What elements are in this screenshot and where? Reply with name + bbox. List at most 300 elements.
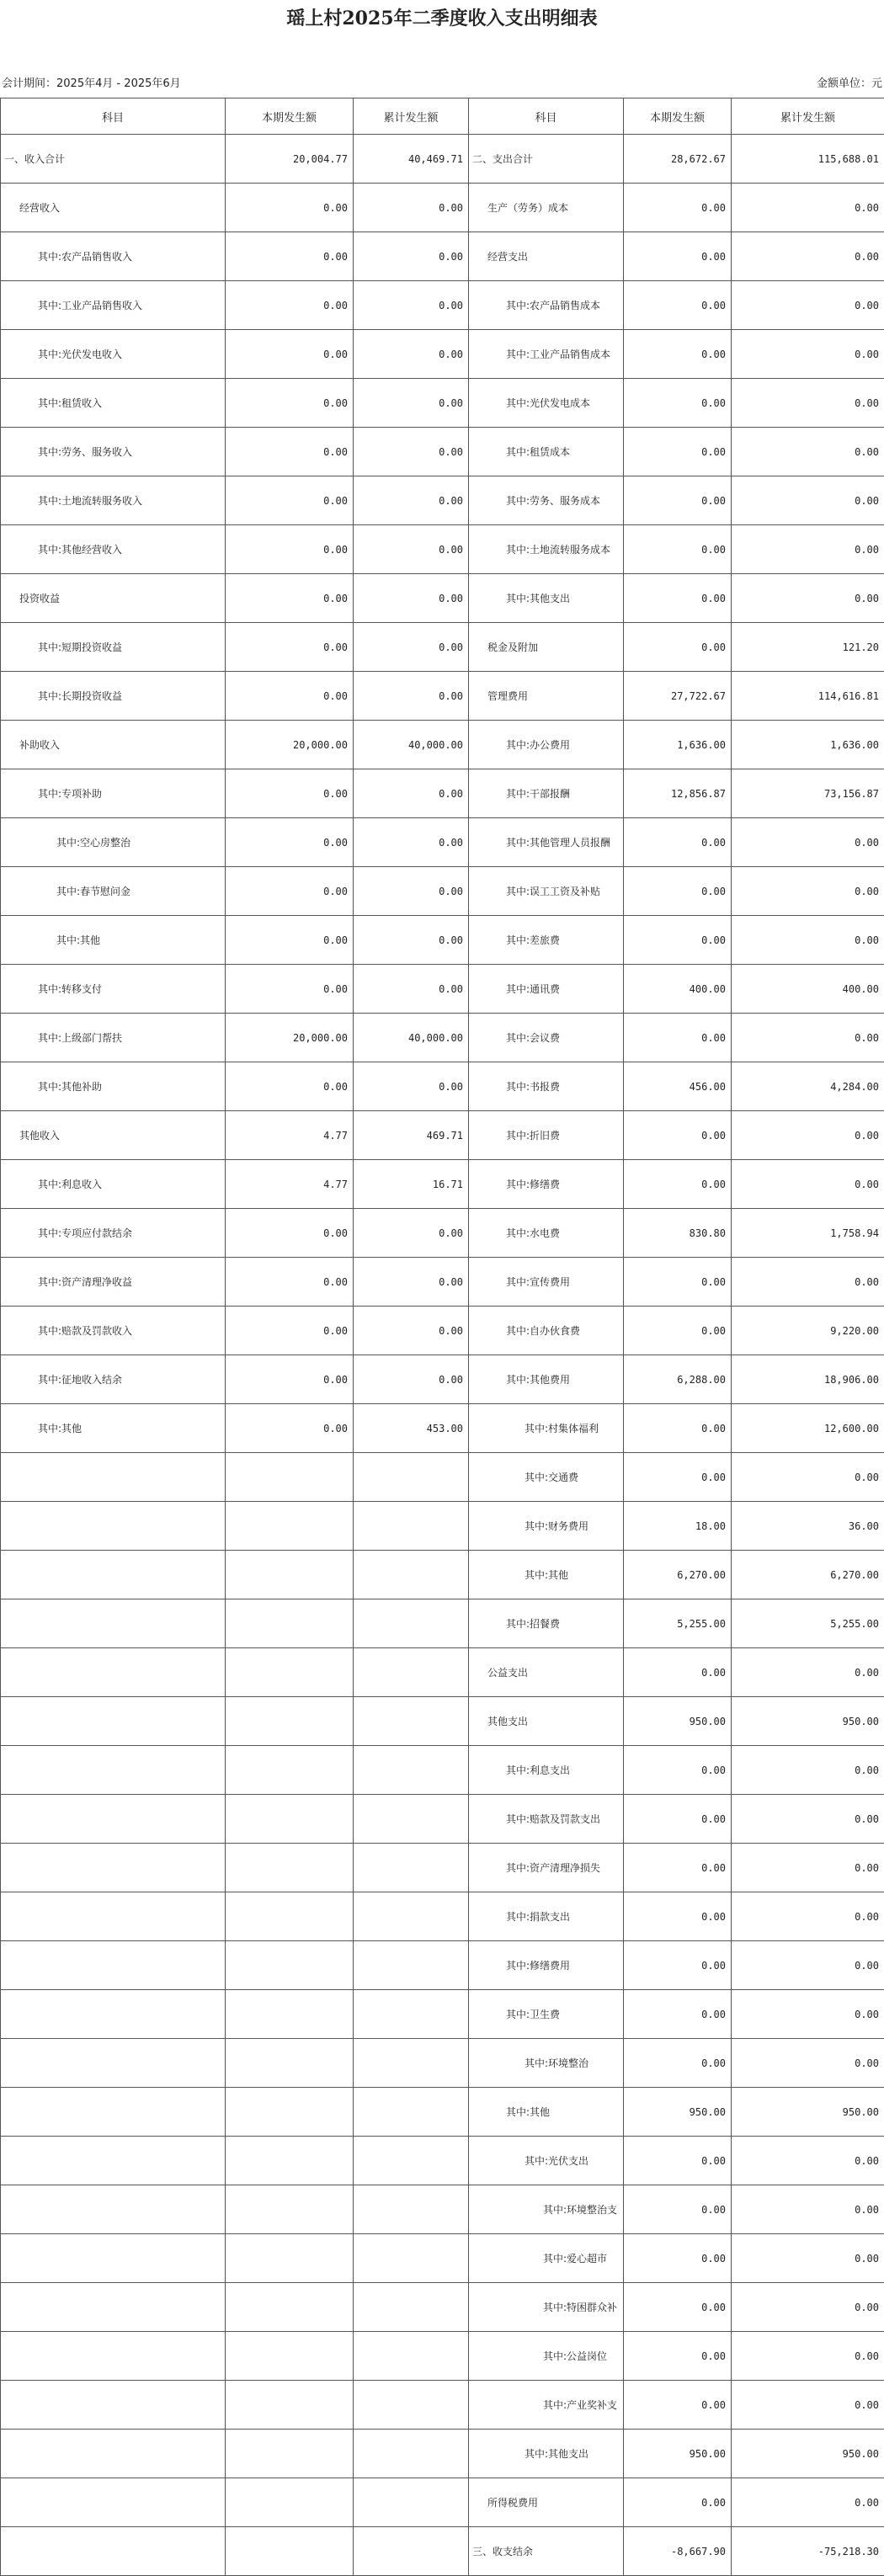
income-current-amount: 4.77: [226, 1160, 354, 1209]
income-current-amount: 0.00: [226, 1062, 354, 1111]
expense-account-cell: 税金及附加: [469, 623, 624, 672]
income-account-cell: 其中:其他经营收入: [1, 525, 226, 574]
table-row: [1, 379, 884, 428]
table-row: [1, 1648, 884, 1697]
expense-cumulative-amount: 0.00: [732, 1795, 884, 1844]
table-body: [1, 135, 884, 2576]
table-row: [1, 2478, 884, 2527]
table-row: [1, 525, 884, 574]
expense-cumulative-amount: 0.00: [732, 1258, 884, 1307]
expense-current-amount: 0.00: [624, 2185, 732, 2234]
expense-current-amount: 0.00: [624, 916, 732, 965]
expense-account-cell: 其中:光伏发电成本: [469, 379, 624, 428]
income-cumulative-amount: [354, 2381, 469, 2430]
table-row: [1, 232, 884, 281]
expense-current-amount: 0.00: [624, 623, 732, 672]
expense-current-amount: 6,288.00: [624, 1355, 732, 1404]
table-row: [1, 1307, 884, 1355]
income-cumulative-amount: [354, 1746, 469, 1795]
expense-current-amount: 27,722.67: [624, 672, 732, 721]
expense-cumulative-amount: 114,616.81: [732, 672, 884, 721]
expense-cumulative-amount: 0.00: [732, 1453, 884, 1502]
income-current-amount: 0.00: [226, 1307, 354, 1355]
income-cumulative-amount: 0.00: [354, 184, 469, 232]
income-cumulative-amount: [354, 2039, 469, 2088]
expense-current-amount: 0.00: [624, 232, 732, 281]
income-account-cell: [1, 1648, 226, 1697]
income-account-cell: [1, 1795, 226, 1844]
income-current-amount: 0.00: [226, 1258, 354, 1307]
income-account-cell: [1, 2332, 226, 2381]
expense-current-amount: 0.00: [624, 1404, 732, 1453]
income-account-cell: 投资收益: [1, 574, 226, 623]
income-cumulative-amount: [354, 1453, 469, 1502]
expense-account-cell: 其中:工业产品销售成本: [469, 330, 624, 379]
income-account-cell: 其中:征地收入结余: [1, 1355, 226, 1404]
expense-current-amount: 950.00: [624, 1697, 732, 1746]
table-row: [1, 1062, 884, 1111]
income-cumulative-amount: 0.00: [354, 379, 469, 428]
income-cumulative-amount: [354, 2527, 469, 2576]
income-account-cell: 经营收入: [1, 184, 226, 232]
income-account-cell: [1, 2088, 226, 2137]
income-cumulative-amount: 0.00: [354, 1307, 469, 1355]
expense-account-cell: 其中:差旅费: [469, 916, 624, 965]
expense-cumulative-amount: 0.00: [732, 476, 884, 525]
expense-current-amount: 0.00: [624, 2137, 732, 2185]
income-account-cell: [1, 2381, 226, 2430]
table-row: [1, 1746, 884, 1795]
table-row: [1, 2039, 884, 2088]
income-account-cell: 其他收入: [1, 1111, 226, 1160]
table-row: [1, 281, 884, 330]
expense-account-cell: 其中:干部报酬: [469, 769, 624, 818]
income-expense-table: [0, 98, 884, 2576]
income-cumulative-amount: 0.00: [354, 232, 469, 281]
income-cumulative-amount: 40,000.00: [354, 721, 469, 769]
income-account-cell: 其中:其他补助: [1, 1062, 226, 1111]
income-account-cell: 其中:其他: [1, 1404, 226, 1453]
income-current-amount: 20,000.00: [226, 721, 354, 769]
table-row: [1, 184, 884, 232]
expense-cumulative-amount: 0.00: [732, 2185, 884, 2234]
expense-current-amount: 950.00: [624, 2430, 732, 2478]
expense-cumulative-amount: 0.00: [732, 184, 884, 232]
income-current-amount: [226, 1551, 354, 1599]
income-account-cell: 其中:其他: [1, 916, 226, 965]
table-row: [1, 1892, 884, 1941]
expense-cumulative-amount: 121.20: [732, 623, 884, 672]
expense-account-cell: 其中:资产清理净损失: [469, 1844, 624, 1892]
income-account-cell: 其中:农产品销售收入: [1, 232, 226, 281]
expense-current-amount: 0.00: [624, 1746, 732, 1795]
expense-current-amount: 0.00: [624, 1844, 732, 1892]
expense-account-cell: 其中:租赁成本: [469, 428, 624, 476]
income-cumulative-amount: 0.00: [354, 965, 469, 1014]
income-account-cell: [1, 2185, 226, 2234]
table-row: [1, 1453, 884, 1502]
income-cumulative-amount: [354, 2332, 469, 2381]
expense-current-amount: 0.00: [624, 379, 732, 428]
income-account-cell: [1, 1599, 226, 1648]
expense-cumulative-amount: 950.00: [732, 2088, 884, 2137]
expense-account-cell: 其中:会议费: [469, 1014, 624, 1062]
expense-current-amount: 0.00: [624, 1941, 732, 1990]
expense-account-cell: 其中:爱心超市: [469, 2234, 624, 2283]
expense-account-cell: 其中:其他管理人员报酬: [469, 818, 624, 867]
expense-current-amount: 12,856.87: [624, 769, 732, 818]
income-current-amount: 0.00: [226, 672, 354, 721]
expense-account-cell: 所得税费用: [469, 2478, 624, 2527]
table-row: [1, 1160, 884, 1209]
expense-account-cell: 其中:自办伙食费: [469, 1307, 624, 1355]
income-cumulative-amount: 0.00: [354, 818, 469, 867]
report-meta: [0, 69, 884, 94]
income-current-amount: [226, 1990, 354, 2039]
expense-account-cell: 其中:其他支出: [469, 2430, 624, 2478]
income-account-cell: [1, 2430, 226, 2478]
income-cumulative-amount: [354, 1795, 469, 1844]
income-cumulative-amount: 469.71: [354, 1111, 469, 1160]
expense-current-amount: 0.00: [624, 574, 732, 623]
income-account-cell: 其中:空心房整治: [1, 818, 226, 867]
income-current-amount: 0.00: [226, 574, 354, 623]
expense-current-amount: 0.00: [624, 2283, 732, 2332]
income-current-amount: 0.00: [226, 818, 354, 867]
expense-cumulative-amount: 115,688.01: [732, 135, 884, 184]
income-cumulative-amount: [354, 1599, 469, 1648]
header-income-cumulative: 累计发生额: [354, 98, 469, 135]
expense-account-cell: 其中:环境整治支: [469, 2185, 624, 2234]
income-cumulative-amount: 0.00: [354, 525, 469, 574]
expense-current-amount: 0.00: [624, 1892, 732, 1941]
expense-cumulative-amount: 0.00: [732, 330, 884, 379]
income-cumulative-amount: 0.00: [354, 476, 469, 525]
expense-account-cell: 其中:其他费用: [469, 1355, 624, 1404]
income-current-amount: [226, 2381, 354, 2430]
expense-account-cell: 其中:招餐费: [469, 1599, 624, 1648]
income-account-cell: [1, 1502, 226, 1551]
expense-cumulative-amount: 5,255.00: [732, 1599, 884, 1648]
expense-cumulative-amount: 0.00: [732, 2381, 884, 2430]
header-expense-current: 本期发生额: [624, 98, 732, 135]
expense-current-amount: 0.00: [624, 2381, 732, 2430]
expense-account-cell: 其中:书报费: [469, 1062, 624, 1111]
expense-cumulative-amount: 0.00: [732, 1892, 884, 1941]
currency-unit: 金额单位：元: [817, 74, 882, 90]
table-row: [1, 1795, 884, 1844]
income-current-amount: 0.00: [226, 916, 354, 965]
income-account-cell: [1, 2478, 226, 2527]
expense-account-cell: 经营支出: [469, 232, 624, 281]
expense-cumulative-amount: 0.00: [732, 1990, 884, 2039]
expense-current-amount: 0.00: [624, 1258, 732, 1307]
expense-cumulative-amount: 950.00: [732, 1697, 884, 1746]
income-current-amount: [226, 1453, 354, 1502]
income-account-cell: [1, 2137, 226, 2185]
table-row: [1, 1599, 884, 1648]
expense-account-cell: 二、支出合计: [469, 135, 624, 184]
expense-account-cell: 其中:劳务、服务成本: [469, 476, 624, 525]
expense-account-cell: 其中:修缮费: [469, 1160, 624, 1209]
expense-cumulative-amount: 0.00: [732, 232, 884, 281]
expense-cumulative-amount: 0.00: [732, 2478, 884, 2527]
table-header-row: [1, 98, 884, 135]
table-row: [1, 1990, 884, 2039]
expense-cumulative-amount: 1,636.00: [732, 721, 884, 769]
income-account-cell: [1, 1551, 226, 1599]
expense-cumulative-amount: 12,600.00: [732, 1404, 884, 1453]
income-account-cell: [1, 1844, 226, 1892]
accounting-period: 会计期间：2025年4月 - 2025年6月: [2, 74, 181, 90]
income-cumulative-amount: 40,000.00: [354, 1014, 469, 1062]
income-account-cell: [1, 2527, 226, 2576]
income-account-cell: 其中:专项补助: [1, 769, 226, 818]
income-current-amount: [226, 2039, 354, 2088]
income-current-amount: [226, 2478, 354, 2527]
table-row: [1, 2381, 884, 2430]
income-current-amount: [226, 1941, 354, 1990]
income-cumulative-amount: [354, 2283, 469, 2332]
income-current-amount: [226, 2088, 354, 2137]
income-account-cell: [1, 1892, 226, 1941]
income-account-cell: 其中:劳务、服务收入: [1, 428, 226, 476]
expense-cumulative-amount: 0.00: [732, 1160, 884, 1209]
income-cumulative-amount: 0.00: [354, 1355, 469, 1404]
income-cumulative-amount: 0.00: [354, 916, 469, 965]
income-current-amount: 0.00: [226, 769, 354, 818]
income-cumulative-amount: 0.00: [354, 330, 469, 379]
table-row: [1, 2088, 884, 2137]
expense-cumulative-amount: 0.00: [732, 2283, 884, 2332]
income-current-amount: [226, 2283, 354, 2332]
income-cumulative-amount: 0.00: [354, 281, 469, 330]
expense-cumulative-amount: 0.00: [732, 1014, 884, 1062]
income-current-amount: [226, 2430, 354, 2478]
income-cumulative-amount: 0.00: [354, 867, 469, 916]
expense-account-cell: 其中:办公费用: [469, 721, 624, 769]
expense-cumulative-amount: 0.00: [732, 2332, 884, 2381]
expense-account-cell: 其中:误工工资及补贴: [469, 867, 624, 916]
table-row: [1, 1697, 884, 1746]
expense-account-cell: 其中:捐款支出: [469, 1892, 624, 1941]
expense-account-cell: 其中:卫生费: [469, 1990, 624, 2039]
expense-cumulative-amount: 0.00: [732, 916, 884, 965]
expense-cumulative-amount: 0.00: [732, 281, 884, 330]
income-account-cell: [1, 1990, 226, 2039]
expense-current-amount: 1,636.00: [624, 721, 732, 769]
income-cumulative-amount: [354, 1502, 469, 1551]
expense-current-amount: 0.00: [624, 184, 732, 232]
income-account-cell: [1, 1697, 226, 1746]
expense-current-amount: 950.00: [624, 2088, 732, 2137]
expense-account-cell: 其中:修缮费用: [469, 1941, 624, 1990]
expense-current-amount: 400.00: [624, 965, 732, 1014]
table-row: [1, 428, 884, 476]
expense-account-cell: 其中:利息支出: [469, 1746, 624, 1795]
income-current-amount: 20,000.00: [226, 1014, 354, 1062]
income-cumulative-amount: 0.00: [354, 672, 469, 721]
income-cumulative-amount: [354, 2234, 469, 2283]
income-cumulative-amount: 453.00: [354, 1404, 469, 1453]
table-row: [1, 1014, 884, 1062]
table-row: [1, 574, 884, 623]
income-current-amount: [226, 2185, 354, 2234]
expense-cumulative-amount: 950.00: [732, 2430, 884, 2478]
expense-cumulative-amount: 0.00: [732, 867, 884, 916]
income-current-amount: 20,004.77: [226, 135, 354, 184]
income-account-cell: 其中:光伏发电收入: [1, 330, 226, 379]
income-cumulative-amount: [354, 2478, 469, 2527]
income-cumulative-amount: [354, 1551, 469, 1599]
income-cumulative-amount: [354, 2185, 469, 2234]
expense-cumulative-amount: 0.00: [732, 1111, 884, 1160]
expense-account-cell: 其中:赔款及罚款支出: [469, 1795, 624, 1844]
income-current-amount: [226, 1795, 354, 1844]
expense-account-cell: 其中:环境整治: [469, 2039, 624, 2088]
expense-cumulative-amount: 9,220.00: [732, 1307, 884, 1355]
income-cumulative-amount: 0.00: [354, 574, 469, 623]
table-row: [1, 1844, 884, 1892]
income-account-cell: [1, 1746, 226, 1795]
income-current-amount: 0.00: [226, 623, 354, 672]
expense-cumulative-amount: 6,270.00: [732, 1551, 884, 1599]
expense-account-cell: 其中:村集体福利: [469, 1404, 624, 1453]
expense-current-amount: 0.00: [624, 2039, 732, 2088]
expense-account-cell: 其中:其他: [469, 1551, 624, 1599]
income-account-cell: 其中:短期投资收益: [1, 623, 226, 672]
expense-cumulative-amount: 0.00: [732, 1941, 884, 1990]
header-expense-cumulative: 累计发生额: [732, 98, 884, 135]
expense-account-cell: 其中:折旧费: [469, 1111, 624, 1160]
table-row: [1, 1502, 884, 1551]
expense-current-amount: 0.00: [624, 2478, 732, 2527]
expense-cumulative-amount: 18,906.00: [732, 1355, 884, 1404]
expense-cumulative-amount: 0.00: [732, 1844, 884, 1892]
table-row: [1, 2185, 884, 2234]
expense-account-cell: 其中:其他支出: [469, 574, 624, 623]
expense-cumulative-amount: 0.00: [732, 379, 884, 428]
expense-account-cell: 其中:财务费用: [469, 1502, 624, 1551]
income-current-amount: [226, 2234, 354, 2283]
income-current-amount: 0.00: [226, 867, 354, 916]
table-row: [1, 721, 884, 769]
expense-account-cell: 其中:其他: [469, 2088, 624, 2137]
expense-cumulative-amount: -75,218.30: [732, 2527, 884, 2576]
expense-current-amount: 0.00: [624, 1453, 732, 1502]
expense-cumulative-amount: 1,758.94: [732, 1209, 884, 1258]
income-account-cell: 其中:工业产品销售收入: [1, 281, 226, 330]
expense-current-amount: 0.00: [624, 1111, 732, 1160]
table-row: [1, 1209, 884, 1258]
table-row: [1, 1258, 884, 1307]
income-current-amount: [226, 2527, 354, 2576]
income-current-amount: 0.00: [226, 184, 354, 232]
income-current-amount: [226, 1599, 354, 1648]
table-row: [1, 916, 884, 965]
income-account-cell: 其中:上级部门帮扶: [1, 1014, 226, 1062]
income-current-amount: 0.00: [226, 281, 354, 330]
income-account-cell: 其中:春节慰问金: [1, 867, 226, 916]
expense-cumulative-amount: 0.00: [732, 2137, 884, 2185]
expense-account-cell: 其中:通讯费: [469, 965, 624, 1014]
expense-account-cell: 其他支出: [469, 1697, 624, 1746]
table-row: [1, 965, 884, 1014]
expense-cumulative-amount: 0.00: [732, 574, 884, 623]
expense-account-cell: 其中:宣传费用: [469, 1258, 624, 1307]
income-account-cell: [1, 1453, 226, 1502]
table-row: [1, 867, 884, 916]
income-account-cell: 其中:转移支付: [1, 965, 226, 1014]
table-row: [1, 672, 884, 721]
expense-cumulative-amount: 0.00: [732, 2234, 884, 2283]
income-cumulative-amount: [354, 1990, 469, 2039]
income-account-cell: 其中:利息收入: [1, 1160, 226, 1209]
income-account-cell: 其中:土地流转服务收入: [1, 476, 226, 525]
report-title: 瑶上村2025年二季度收入支出明细表: [0, 0, 884, 37]
expense-current-amount: 456.00: [624, 1062, 732, 1111]
income-current-amount: 0.00: [226, 330, 354, 379]
income-account-cell: [1, 1941, 226, 1990]
expense-current-amount: 0.00: [624, 1160, 732, 1209]
income-cumulative-amount: 0.00: [354, 428, 469, 476]
income-cumulative-amount: 0.00: [354, 1062, 469, 1111]
table-row: [1, 818, 884, 867]
income-current-amount: 0.00: [226, 1209, 354, 1258]
table-row: [1, 2430, 884, 2478]
header-income-current: 本期发生额: [226, 98, 354, 135]
income-current-amount: 0.00: [226, 428, 354, 476]
expense-current-amount: 0.00: [624, 2332, 732, 2381]
income-cumulative-amount: [354, 1697, 469, 1746]
income-cumulative-amount: 40,469.71: [354, 135, 469, 184]
expense-account-cell: 其中:水电费: [469, 1209, 624, 1258]
income-cumulative-amount: 16.71: [354, 1160, 469, 1209]
table-row: [1, 2137, 884, 2185]
expense-current-amount: 0.00: [624, 476, 732, 525]
expense-current-amount: 0.00: [624, 1648, 732, 1697]
income-account-cell: [1, 2234, 226, 2283]
expense-cumulative-amount: 0.00: [732, 428, 884, 476]
expense-cumulative-amount: 0.00: [732, 525, 884, 574]
expense-current-amount: 0.00: [624, 525, 732, 574]
expense-current-amount: 0.00: [624, 428, 732, 476]
expense-account-cell: 其中:特困群众补: [469, 2283, 624, 2332]
income-current-amount: [226, 1648, 354, 1697]
table-row: [1, 135, 884, 184]
expense-account-cell: 其中:公益岗位: [469, 2332, 624, 2381]
income-current-amount: 0.00: [226, 232, 354, 281]
income-cumulative-amount: [354, 1941, 469, 1990]
expense-current-amount: 830.80: [624, 1209, 732, 1258]
expense-cumulative-amount: 400.00: [732, 965, 884, 1014]
income-current-amount: 0.00: [226, 1355, 354, 1404]
expense-cumulative-amount: 0.00: [732, 1746, 884, 1795]
income-account-cell: 其中:长期投资收益: [1, 672, 226, 721]
table-row: [1, 476, 884, 525]
table-row: [1, 1404, 884, 1453]
income-account-cell: [1, 2283, 226, 2332]
income-current-amount: 0.00: [226, 965, 354, 1014]
income-cumulative-amount: 0.00: [354, 1209, 469, 1258]
income-current-amount: 0.00: [226, 379, 354, 428]
expense-current-amount: 0.00: [624, 281, 732, 330]
income-cumulative-amount: [354, 2088, 469, 2137]
expense-current-amount: 0.00: [624, 1014, 732, 1062]
expense-account-cell: 管理费用: [469, 672, 624, 721]
income-current-amount: 0.00: [226, 1404, 354, 1453]
income-account-cell: 其中:租赁收入: [1, 379, 226, 428]
